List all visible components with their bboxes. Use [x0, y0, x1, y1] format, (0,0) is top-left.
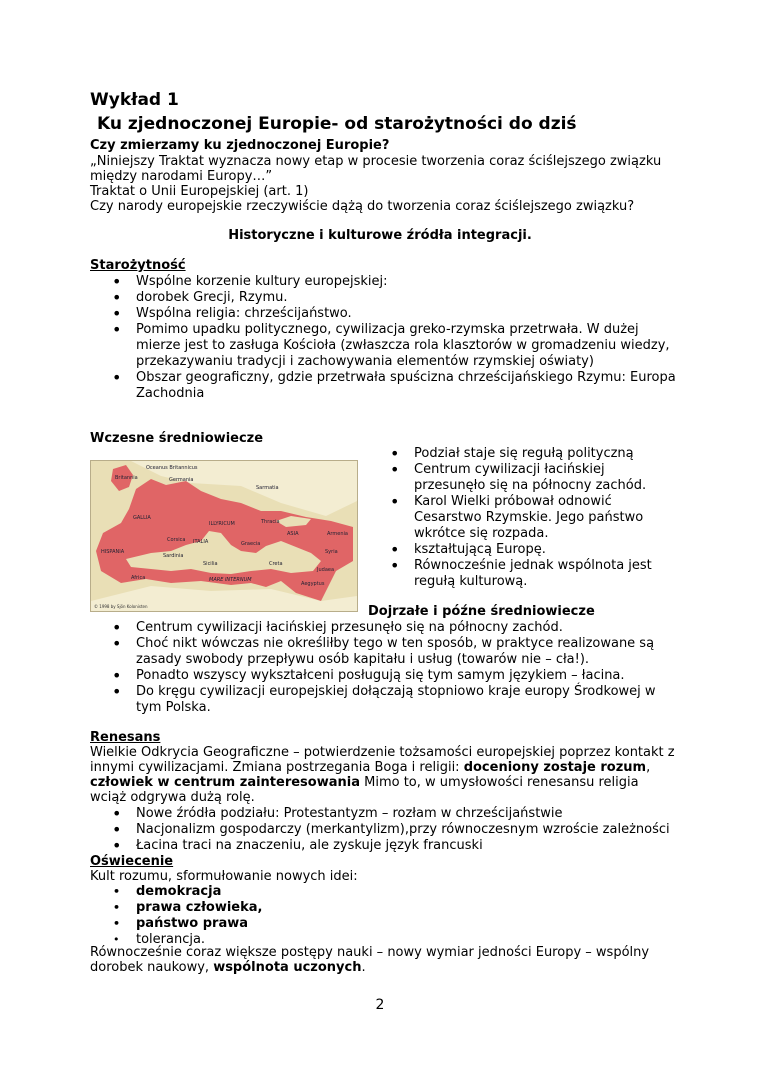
map-label: HISPANIA [101, 549, 125, 555]
map-label: ILLYRICUM [209, 521, 235, 527]
list-item: • Łacina traci na znaczeniu, ale zyskuje język francuski [110, 838, 700, 854]
list-item: • Do kręgu cywilizacji europejskiej dołączają stopniowo kraje europy Środkowej w tym Polska. [110, 684, 700, 716]
list-item: • Pomimo upadku politycznego, cywilizacja greko-rzymska przetrwała. W dużej mierze jest to zasługa Kościoła (zwłaszcza rola klasztorów w gromadzeniu wiedzy, przekazywaniu tradycji i zachowywania elementów rzymskiej oświaty) [110, 322, 690, 370]
map-label: MARE INTERNUM [209, 577, 252, 583]
intro-quote-line1: „Niniejszy Traktat wyznacza nowy etap w procesie tworzenia coraz ściślejszego związku [90, 154, 662, 169]
list-item: • państwo prawa [110, 916, 510, 932]
list-item: • Choć nikt wówczas nie określiłby tego w ten sposób, w praktyce realizowane są zasady swobody przepływu osób kapitału i usług (towarów nie – cła!). [110, 636, 700, 668]
map-label: ITALIA [193, 539, 209, 545]
list-item: • tolerancja. [110, 932, 510, 948]
renaissance-list [110, 806, 700, 854]
map-label: Armenia [327, 531, 348, 537]
renaissance-heading: Renesans [90, 730, 161, 745]
map-label: Syria [325, 549, 338, 555]
map-label: Judaea [317, 567, 335, 573]
map-credit: © 1998 by Sjön Kolonisten [94, 604, 148, 609]
section-heading: Historyczne i kulturowe źródła integracji. [228, 228, 532, 243]
high-middle-ages-list [110, 620, 700, 716]
renaissance-line: człowiek w centrum zainteresowania Mimo to, w umysłowości renesansu religia [90, 775, 639, 790]
renaissance-line: wciąż odgrywa dużą rolę. [90, 790, 255, 805]
map-label: Oceanus Britannicus [146, 465, 198, 471]
list-item: • Nowe źródła podziału: Protestantyzm – rozłam w chrześcijaństwie [110, 806, 700, 822]
list-item: • Centrum cywilizacji łacińskiej przesunęło się na północny zachód. [388, 462, 688, 494]
enlightenment-list [110, 884, 510, 948]
list-item: • Wspólne korzenie kultury europejskiej: [110, 274, 690, 290]
renaissance-line: innymi cywilizacjami. Zmiana postrzegania Boga i religii: doceniony zostaje rozum, [90, 760, 651, 775]
enlightenment-intro: Kult rozumu, sformułowanie nowych idei: [90, 869, 358, 884]
map-label: Sarmatia [256, 485, 279, 491]
map-label: Britannia [115, 475, 138, 481]
map-label: GALLIA [133, 515, 151, 521]
enlightenment-closing: dorobek naukowy, wspólnota uczonych. [90, 960, 366, 975]
enlightenment-closing: Równocześnie coraz większe postępy nauki – nowy wymiar jedności Europy – wspólny [90, 945, 650, 960]
list-item: • Ponadto wszyscy wykształceni posługują się tym samym językiem – łacina. [110, 668, 700, 684]
renaissance-line: Wielkie Odkrycia Geograficzne – potwierdzenie tożsamości europejskiej poprzez kontakt z [90, 745, 675, 760]
map-label: Africa [131, 575, 146, 581]
lecture-title: Wykład 1 [90, 90, 179, 110]
map-label: Sicilia [203, 561, 218, 567]
list-item: • Wspólna religia: chrześcijaństwo. [110, 306, 690, 322]
map-label: Germania [169, 477, 194, 483]
list-item: • Obszar geograficzny, gdzie przetrwała spuścizna chrześcijańskiego Rzymu: Europa Zachodnia [110, 370, 690, 402]
intro-source: Traktat o Unii Europejskiej (art. 1) [90, 184, 309, 199]
lecture-subtitle: Ku zjednoczonej Europie- od starożytności do dziś [97, 114, 577, 134]
list-item: • Centrum cywilizacji łacińskiej przesunęło się na północny zachód. [110, 620, 700, 636]
map-label: Sardinia [163, 553, 184, 559]
high-middle-ages-heading: Dojrzałe i późne średniowiecze [368, 604, 595, 619]
page-number: 2 [375, 997, 385, 1013]
map-label: Creta [269, 561, 283, 567]
list-item: • Karol Wielki próbował odnowić Cesarstwo Rzymskie. Jego państwo wkrótce się rozpada. [388, 494, 688, 542]
list-item: • dorobek Grecji, Rzymu. [110, 290, 690, 306]
antiquity-heading: Starożytność [90, 258, 186, 273]
map-label: Aegyptus [301, 581, 325, 587]
list-item: • Równocześnie jednak wspólnota jest regułą kulturową. [388, 558, 688, 590]
list-item: • kształtującą Europę. [388, 542, 688, 558]
map-label: Corsica [167, 537, 186, 543]
map-label: Thracia [261, 519, 280, 525]
enlightenment-heading: Oświecenie [90, 854, 174, 869]
roman-empire-map [90, 460, 358, 612]
list-item: • prawa człowieka, [110, 900, 510, 916]
antiquity-list [110, 274, 690, 402]
intro-question-heading: Czy zmierzamy ku zjednoczonej Europie? [90, 138, 390, 153]
early-middle-ages-heading: Wczesne średniowiecze [90, 431, 264, 446]
list-item: • Podział staje się regułą polityczną [388, 446, 688, 462]
list-item: • demokracja [110, 884, 510, 900]
map-label: ASIA [287, 531, 299, 537]
early-middle-ages-list [388, 446, 688, 590]
intro-question: Czy narody europejskie rzeczywiście dążą do tworzenia coraz ściślejszego związku? [90, 199, 635, 214]
list-item: • Nacjonalizm gospodarczy (merkantylizm),przy równoczesnym wzroście zależności [110, 822, 700, 838]
intro-quote-line2: między narodami Europy…” [90, 169, 273, 184]
map-label: Graecia [241, 541, 261, 547]
